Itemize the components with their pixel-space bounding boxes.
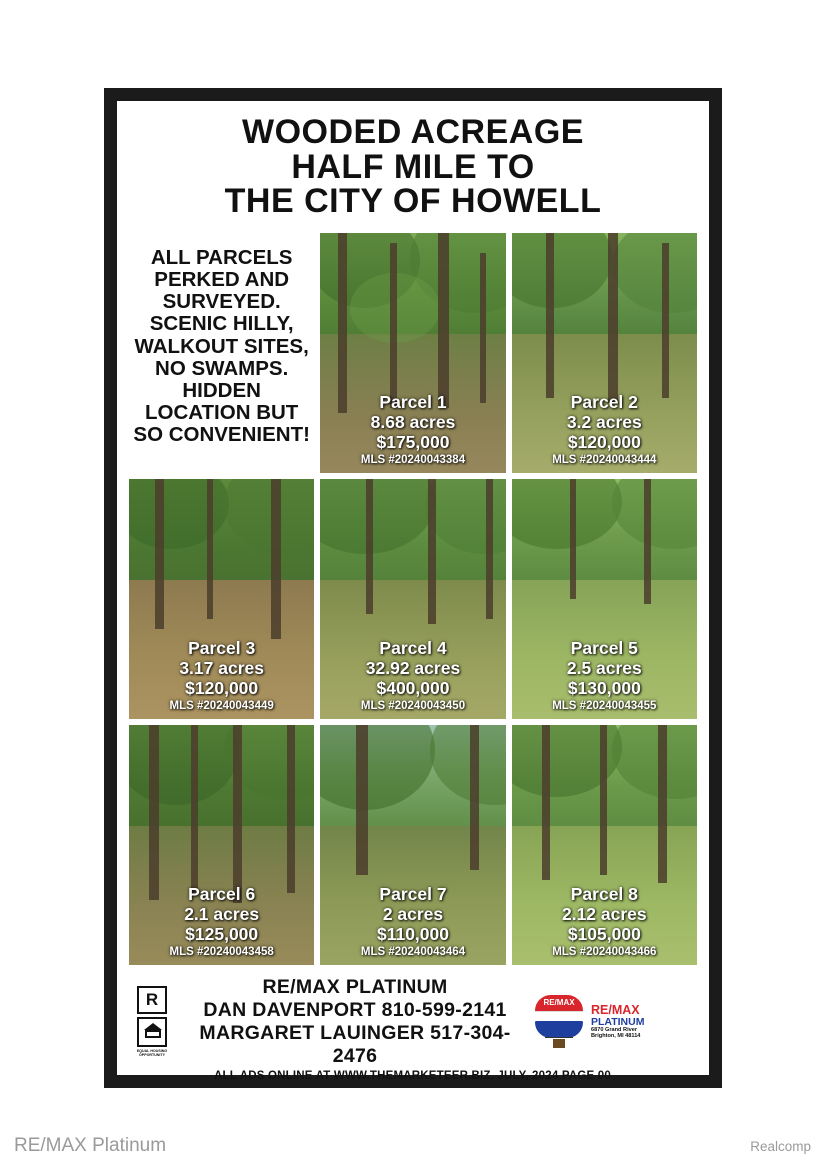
viewer-bottom-bar xyxy=(0,1122,825,1170)
parcel-caption-3 xyxy=(129,639,314,713)
listing-office-label: RE/MAX Platinum xyxy=(14,1135,167,1156)
parcel-card-3[interactable] xyxy=(129,479,314,719)
parcel-mls: MLS #20240043449 xyxy=(169,700,274,713)
realtor-icon xyxy=(137,986,167,1014)
tree-trunk xyxy=(155,479,164,629)
parcel-name: Parcel 8 xyxy=(570,884,638,905)
parcel-grid-row xyxy=(129,479,697,719)
tree-trunk xyxy=(546,233,554,398)
parcel-name: Parcel 1 xyxy=(379,392,447,413)
realcomp-watermark: Realcomp xyxy=(750,1138,811,1154)
parcel-price: $125,000 xyxy=(185,923,259,944)
agent-1-contact: DAN DAVENPORT 810-599-2141 xyxy=(203,999,507,1021)
parcel-caption-7 xyxy=(320,885,505,959)
parcel-price: $130,000 xyxy=(567,677,641,698)
parcel-mls: MLS #20240043384 xyxy=(360,454,466,467)
headline-line-1: WOODED ACREAGE xyxy=(242,113,584,151)
remax-name-bottom: PLATINUM xyxy=(591,1016,645,1029)
parcel-grid-row xyxy=(129,233,697,473)
parcel-name: Parcel 7 xyxy=(379,884,447,905)
tree-trunk xyxy=(366,479,373,614)
tree-trunk xyxy=(644,479,651,604)
parcel-acres: 3.2 acres xyxy=(566,411,642,432)
parcel-price: $175,000 xyxy=(376,431,450,452)
equal-housing-caption: EQUAL HOUSING OPPORTUNITY xyxy=(136,1049,168,1057)
tree-trunk xyxy=(608,233,618,403)
tree-trunk xyxy=(207,479,213,619)
page-title xyxy=(129,115,697,219)
parcel-card-2[interactable] xyxy=(512,233,697,473)
parcel-acres: 3.17 acres xyxy=(179,657,264,678)
tree-trunk xyxy=(662,243,669,398)
description-cell xyxy=(129,233,314,473)
balloon-blue-stripe xyxy=(535,1021,583,1038)
parcel-acres: 8.68 acres xyxy=(370,411,456,432)
parcel-name: Parcel 4 xyxy=(379,638,447,659)
remax-balloon-icon xyxy=(531,993,587,1051)
flyer-card xyxy=(104,88,722,1088)
remax-name-top: RE/MAX xyxy=(591,1003,640,1018)
agent-2-contact: MARGARET LAUINGER 517-304-2476 xyxy=(199,1022,511,1067)
parcel-mls: MLS #20240043455 xyxy=(552,700,657,713)
footer-compliance-logos xyxy=(125,986,179,1058)
headline-line-3: THE CITY OF HOWELL xyxy=(224,182,602,221)
tree-trunk xyxy=(470,725,479,870)
parcel-acres: 32.92 acres xyxy=(365,657,461,678)
parcel-price: $110,000 xyxy=(376,923,449,944)
parcel-grid xyxy=(129,233,697,965)
parcel-mls: MLS #20240043450 xyxy=(360,700,466,713)
parcel-mls: MLS #20240043464 xyxy=(360,946,466,959)
parcel-price: $120,000 xyxy=(185,677,259,698)
house-body-icon xyxy=(145,1030,161,1038)
tree-trunk xyxy=(600,725,607,875)
parcel-caption-1 xyxy=(320,393,505,467)
tree-trunk xyxy=(542,725,550,880)
tree-trunk xyxy=(233,725,242,903)
tree-trunk xyxy=(428,479,436,624)
equal-housing-icon xyxy=(137,1017,167,1047)
agent-contact-block xyxy=(179,976,531,1068)
remax-logo xyxy=(531,993,701,1051)
tree-trunk xyxy=(338,233,347,413)
parcel-price: $105,000 xyxy=(567,923,641,944)
parcel-card-8[interactable] xyxy=(512,725,697,965)
parcel-acres: 2.1 acres xyxy=(184,903,260,924)
tree-trunk xyxy=(356,725,368,875)
parcel-card-4[interactable] xyxy=(320,479,505,719)
parcel-name: Parcel 3 xyxy=(188,638,256,659)
tree-trunk xyxy=(480,253,486,403)
tree-trunk xyxy=(390,243,397,408)
parcel-caption-6 xyxy=(129,885,314,959)
parcel-card-7[interactable] xyxy=(320,725,505,965)
parcel-price: $400,000 xyxy=(376,677,450,698)
parcel-name: Parcel 5 xyxy=(570,638,638,659)
realtor-mark: R xyxy=(145,990,159,1010)
parcel-caption-5 xyxy=(512,639,697,713)
flyer-content xyxy=(117,101,709,1075)
remax-logo-text xyxy=(591,1004,644,1040)
description-text: ALL PARCELS PERKED AND SURVEYED. SCENIC HILLY, WALKOUT SITES, NO SWAMPS. HIDDEN LOCATION BUT SO CONVENIENT! xyxy=(133,246,310,447)
headline-line-2: HALF MILE TO xyxy=(291,147,535,186)
flyer-footer xyxy=(117,976,709,1071)
parcel-card-5[interactable] xyxy=(512,479,697,719)
parcel-caption-4 xyxy=(320,639,505,713)
parcel-price: $120,000 xyxy=(567,431,641,452)
balloon-label: RE/MAX xyxy=(543,998,575,1007)
parcel-acres: 2 acres xyxy=(382,903,444,924)
parcel-card-1[interactable] xyxy=(320,233,505,473)
tree-trunk xyxy=(438,233,449,408)
tree-trunk xyxy=(486,479,493,619)
parcel-card-6[interactable] xyxy=(129,725,314,965)
parcel-mls: MLS #20240043458 xyxy=(169,946,274,959)
parcel-name: Parcel 6 xyxy=(188,884,256,905)
parcel-caption-8 xyxy=(512,885,697,959)
tree-trunk xyxy=(570,479,576,599)
tree-trunk xyxy=(149,725,159,900)
parcel-mls: MLS #20240043466 xyxy=(552,946,657,959)
remax-address-line-2: Brighton, MI 48114 xyxy=(591,1033,641,1040)
footer-row xyxy=(125,976,701,1067)
tree-trunk xyxy=(287,725,295,893)
remax-address-line-1: 6870 Grand River xyxy=(591,1027,638,1034)
house-roof-icon xyxy=(144,1023,162,1030)
parcel-grid-row xyxy=(129,725,697,965)
parcel-name: Parcel 2 xyxy=(570,392,638,413)
ads-online-note: ALL ADS ONLINE AT WWW.THEMARKETEER.BIZ, JULY, 2024 PAGE 00 xyxy=(214,1070,611,1082)
parcel-caption-2 xyxy=(512,393,697,467)
tree-trunk xyxy=(191,725,198,895)
balloon-basket xyxy=(553,1039,565,1048)
brokerage-name: RE/MAX PLATINUM xyxy=(262,976,448,998)
tree-trunk xyxy=(658,725,667,883)
parcel-acres: 2.12 acres xyxy=(561,903,647,924)
tree-trunk xyxy=(271,479,281,639)
parcel-mls: MLS #20240043444 xyxy=(552,454,657,467)
parcel-acres: 2.5 acres xyxy=(566,657,642,678)
